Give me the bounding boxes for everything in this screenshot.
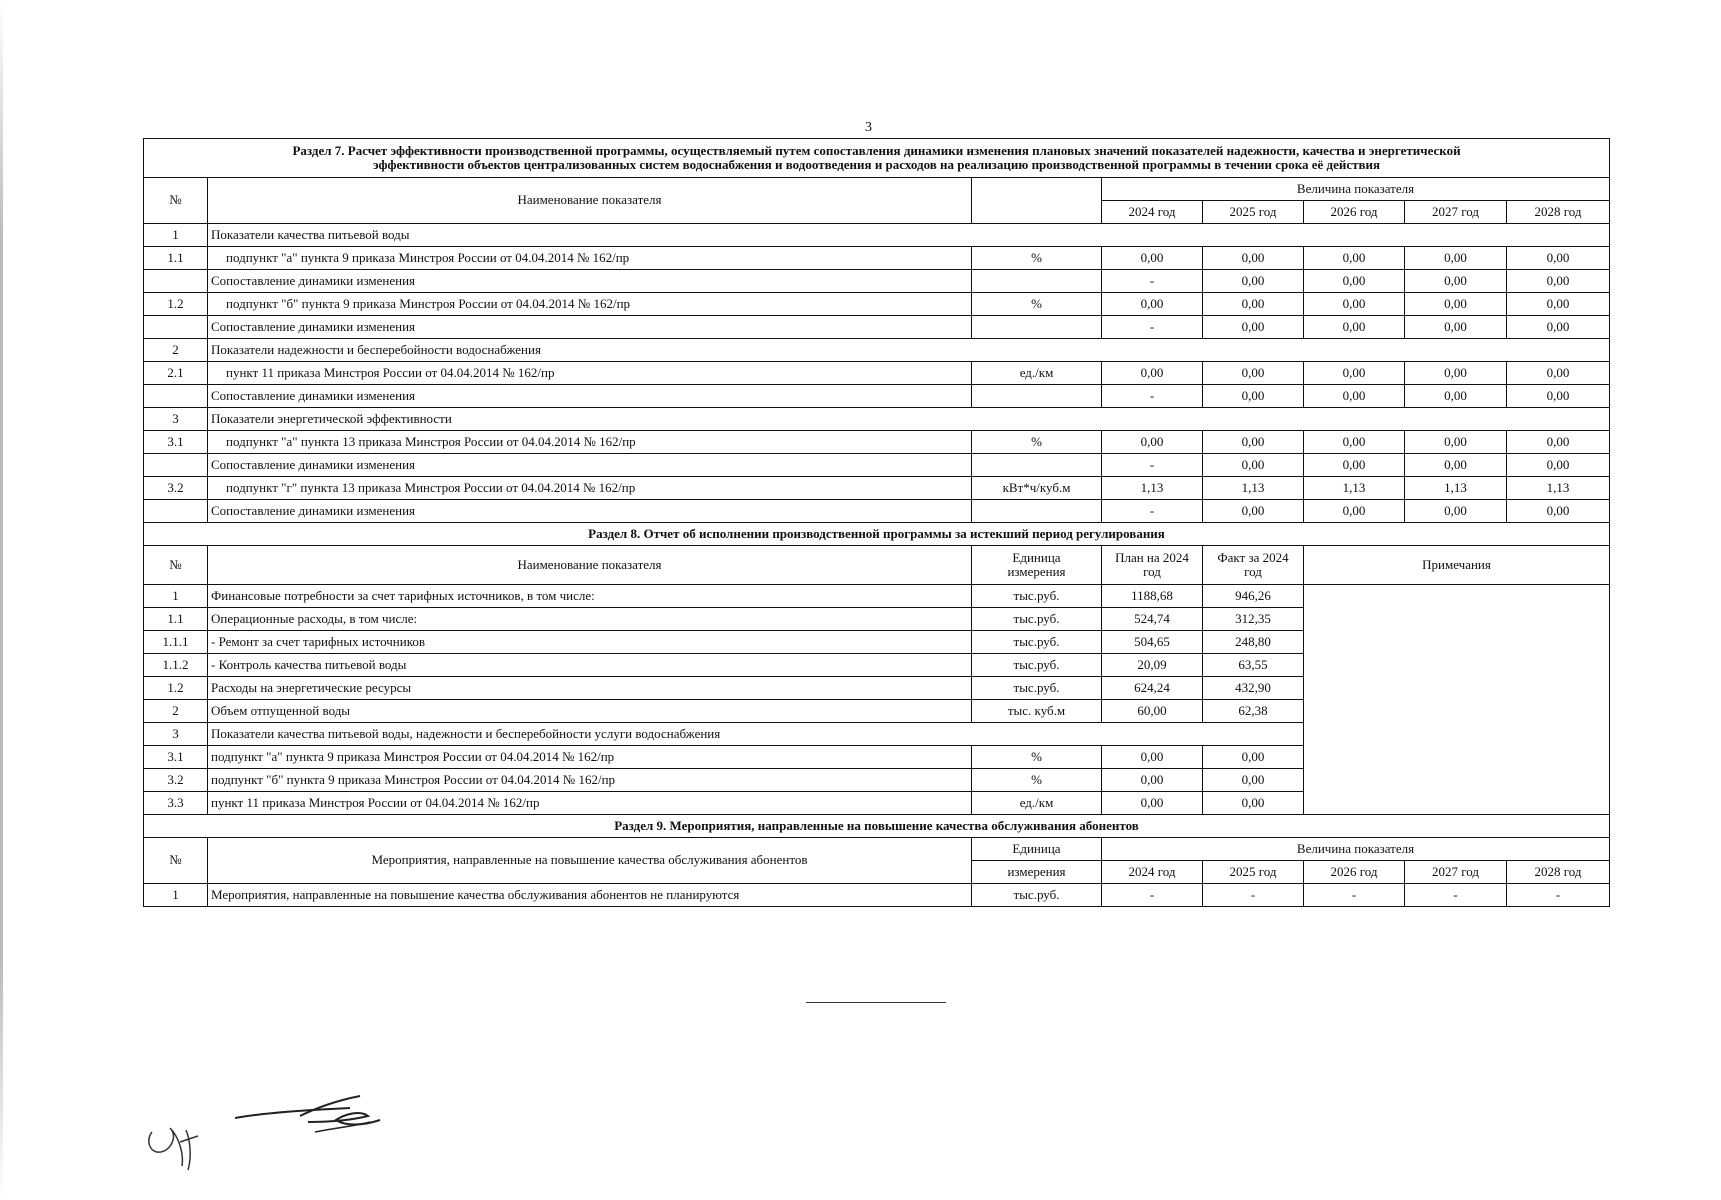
row-name: Финансовые потребности за счет тарифных источников, в том числе: [208,585,972,608]
row-unit: % [972,293,1102,316]
row-name: - Ремонт за счет тарифных источников [208,631,972,654]
row-unit [972,500,1102,523]
row-number: 3.1 [144,746,208,769]
row-value: - [1405,884,1507,907]
header-name: Наименование показателя [208,178,972,224]
row-value: - [1203,884,1304,907]
row-value: 0,00 [1102,293,1203,316]
row-number [144,454,208,477]
row-name: Сопоставление динамики изменения [208,270,972,293]
header-year: 2027 год [1405,861,1507,884]
row-value: 0,00 [1405,247,1507,270]
row-value: 0,00 [1405,385,1507,408]
header-year: 2025 год [1203,201,1304,224]
row-number: 1.2 [144,677,208,700]
header-value-group: Величина показателя [1102,178,1610,201]
row-fact: 248,80 [1203,631,1304,654]
row-unit: ед./км [972,792,1102,815]
header-fact [1203,546,1304,585]
section7-row [144,247,1610,270]
row-value: 0,00 [1507,247,1610,270]
row-fact: 312,35 [1203,608,1304,631]
row-name: пункт 11 приказа Минстроя России от 04.04.2014 № 162/пр [208,792,972,815]
header-year: 2026 год [1304,201,1405,224]
row-plan: 624,24 [1102,677,1203,700]
header-plan-line1: План на 2024 [1115,549,1189,565]
row-value: - [1102,454,1203,477]
row-group-name: Показатели энергетической эффективности [208,408,1610,431]
row-number: 1 [144,884,208,907]
header-year: 2024 год [1102,861,1203,884]
section9-header-row [144,838,1610,861]
row-name: Сопоставление динамики изменения [208,385,972,408]
notes-cell [1304,585,1610,815]
section7-row [144,293,1610,316]
row-unit [972,385,1102,408]
row-value: 0,00 [1405,362,1507,385]
row-name: Сопоставление динамики изменения [208,454,972,477]
row-number: 2 [144,339,208,362]
row-value: 1,13 [1102,477,1203,500]
header-year: 2024 год [1102,201,1203,224]
header-unit-line1: Единица [972,838,1102,861]
section8-title-row [144,523,1610,546]
header-year: 2025 год [1203,861,1304,884]
row-name: Объем отпущенной воды [208,700,972,723]
row-value: 0,00 [1203,362,1304,385]
row-value: 0,00 [1102,362,1203,385]
row-unit: % [972,746,1102,769]
row-number: 2 [144,700,208,723]
section7-row [144,454,1610,477]
section7-row [144,385,1610,408]
row-value: - [1507,884,1610,907]
row-unit [972,316,1102,339]
row-name: Сопоставление динамики изменения [208,500,972,523]
signature-image [140,1070,400,1180]
row-number: 3 [144,723,208,746]
section7-title [144,139,1610,178]
row-unit: тыс.руб. [972,677,1102,700]
row-unit: тыс. куб.м [972,700,1102,723]
row-unit: тыс.руб. [972,884,1102,907]
row-group-name: Показатели надежности и бесперебойности водоснабжения [208,339,1610,362]
header-no: № [144,178,208,224]
section7-header-row [144,178,1610,201]
row-unit: тыс.руб. [972,585,1102,608]
row-unit: тыс.руб. [972,608,1102,631]
header-fact-line2: год [1244,564,1262,579]
row-plan: 0,00 [1102,769,1203,792]
header-unit [972,178,1102,224]
row-fact: 62,38 [1203,700,1304,723]
row-group-name: Показатели качества питьевой воды [208,224,1610,247]
row-value: 0,00 [1102,431,1203,454]
row-number: 1 [144,585,208,608]
separator-line [806,1002,946,1003]
row-number [144,500,208,523]
header-fact-line1: Факт за 2024 [1217,549,1289,565]
section7-row [144,477,1610,500]
header-plan [1102,546,1203,585]
row-name: подпункт "а" пункта 9 приказа Минстроя России от 04.04.2014 № 162/пр [208,746,972,769]
row-group-name: Показатели качества питьевой воды, надежности и бесперебойности услуги водоснабжения [208,723,1304,746]
row-name: Сопоставление динамики изменения [208,316,972,339]
row-plan: 20,09 [1102,654,1203,677]
row-name: подпункт "б" пункта 9 приказа Минстроя России от 04.04.2014 № 162/пр [208,769,972,792]
section7-row [144,500,1610,523]
header-no: № [144,546,208,585]
row-name: - Контроль качества питьевой воды [208,654,972,677]
header-unit [972,546,1102,585]
row-number: 1.1.1 [144,631,208,654]
row-name: Операционные расходы, в том числе: [208,608,972,631]
row-value: 0,00 [1507,270,1610,293]
row-value: 0,00 [1304,454,1405,477]
section7-row [144,431,1610,454]
row-name: Мероприятия, направленные на повышение качества обслуживания абонентов не планируются [208,884,972,907]
row-value: 1,13 [1304,477,1405,500]
row-value: 0,00 [1304,431,1405,454]
row-number: 1.1 [144,608,208,631]
section7-row [144,224,1610,247]
section7-row [144,362,1610,385]
section8-row [144,585,1610,608]
row-plan: 524,74 [1102,608,1203,631]
scan-edge [0,0,3,1200]
row-number: 1.2 [144,293,208,316]
row-value: 0,00 [1203,431,1304,454]
row-unit [972,270,1102,293]
header-year: 2028 год [1507,201,1610,224]
row-unit: % [972,247,1102,270]
row-name: подпункт "б" пункта 9 приказа Минстроя России от 04.04.2014 № 162/пр [208,293,972,316]
document-table [143,138,1610,907]
row-value: 0,00 [1203,454,1304,477]
row-name: подпункт "а" пункта 13 приказа Минстроя России от 04.04.2014 № 162/пр [208,431,972,454]
header-year: 2028 год [1507,861,1610,884]
row-unit: % [972,769,1102,792]
row-value: 0,00 [1304,362,1405,385]
header-year: 2026 год [1304,861,1405,884]
row-value: 0,00 [1102,247,1203,270]
row-value: 1,13 [1405,477,1507,500]
row-number: 1 [144,224,208,247]
row-value: 0,00 [1507,316,1610,339]
row-value: 0,00 [1405,270,1507,293]
row-unit: тыс.руб. [972,654,1102,677]
row-value: 0,00 [1304,385,1405,408]
row-value: - [1102,884,1203,907]
row-number: 3 [144,408,208,431]
row-number: 3.2 [144,477,208,500]
row-fact: 0,00 [1203,746,1304,769]
row-value: 0,00 [1405,293,1507,316]
row-value: 0,00 [1507,293,1610,316]
section7-title-row [144,139,1610,178]
row-number: 3.3 [144,792,208,815]
section9-title-row [144,815,1610,838]
header-name: Наименование показателя [208,546,972,585]
row-name: подпункт "а" пункта 9 приказа Минстроя России от 04.04.2014 № 162/пр [208,247,972,270]
row-number: 3.2 [144,769,208,792]
header-year: 2027 год [1405,201,1507,224]
row-unit: % [972,431,1102,454]
row-value: 0,00 [1203,500,1304,523]
row-plan: 1188,68 [1102,585,1203,608]
row-value: 0,00 [1507,500,1610,523]
row-value: 0,00 [1507,454,1610,477]
header-plan-line2: год [1143,564,1161,579]
row-value: 1,13 [1507,477,1610,500]
row-value: 0,00 [1405,431,1507,454]
row-value: 0,00 [1507,362,1610,385]
row-fact: 0,00 [1203,792,1304,815]
row-value: 0,00 [1203,293,1304,316]
row-value: 0,00 [1507,431,1610,454]
row-fact: 432,90 [1203,677,1304,700]
row-value: - [1304,884,1405,907]
row-value: 1,13 [1203,477,1304,500]
row-value: - [1102,385,1203,408]
row-plan: 0,00 [1102,746,1203,769]
row-number [144,385,208,408]
row-number [144,316,208,339]
row-name: подпункт "г" пункта 13 приказа Минстроя России от 04.04.2014 № 162/пр [208,477,972,500]
header-notes: Примечания [1304,546,1610,585]
row-value: 0,00 [1203,247,1304,270]
row-value: 0,00 [1203,316,1304,339]
row-plan: 60,00 [1102,700,1203,723]
header-unit-line1: Единица [1012,549,1061,565]
section7-row [144,408,1610,431]
row-value: 0,00 [1304,247,1405,270]
row-value: 0,00 [1304,270,1405,293]
row-number [144,270,208,293]
row-value: 0,00 [1405,454,1507,477]
row-plan: 0,00 [1102,792,1203,815]
row-unit: тыс.руб. [972,631,1102,654]
row-name: Расходы на энергетические ресурсы [208,677,972,700]
row-name: пункт 11 приказа Минстроя России от 04.04.2014 № 162/пр [208,362,972,385]
row-number: 3.1 [144,431,208,454]
row-plan: 504,65 [1102,631,1203,654]
section9-row [144,884,1610,907]
row-number: 1.1.2 [144,654,208,677]
row-unit: ед./км [972,362,1102,385]
section8-header-row [144,546,1610,585]
section7-row [144,270,1610,293]
row-value: - [1102,270,1203,293]
row-value: 0,00 [1203,270,1304,293]
row-unit [972,454,1102,477]
row-value: 0,00 [1304,500,1405,523]
header-name: Мероприятия, направленные на повышение качества обслуживания абонентов [208,838,972,884]
page-number: 3 [865,120,872,135]
header-no: № [144,838,208,884]
header-unit-line2: измерения [972,861,1102,884]
row-fact: 946,26 [1203,585,1304,608]
row-number: 2.1 [144,362,208,385]
row-value: - [1102,500,1203,523]
header-value-group: Величина показателя [1102,838,1610,861]
row-value: 0,00 [1304,293,1405,316]
section7-title-line2: эффективности объектов централизованных систем водоснабжения и водоотведения и расходов на реализацию производственной программы в течении срока её действия [372,157,1381,172]
row-value: - [1102,316,1203,339]
row-number: 1.1 [144,247,208,270]
row-fact: 0,00 [1203,769,1304,792]
row-value: 0,00 [1203,385,1304,408]
row-value: 0,00 [1507,385,1610,408]
row-value: 0,00 [1304,316,1405,339]
header-unit-line2: измерения [1007,564,1066,579]
section9-title: Раздел 9. Мероприятия, направленные на повышение качества обслуживания абонентов [144,815,1610,838]
row-value: 0,00 [1405,316,1507,339]
section7-row [144,316,1610,339]
row-unit: кВт*ч/куб.м [972,477,1102,500]
section7-row [144,339,1610,362]
row-value: 0,00 [1405,500,1507,523]
section7-title-line1: Раздел 7. Расчет эффективности производственной программы, осуществляемый путем сопоставления динамики изменения плановых значений показателей надежности, качества и энергетической [292,142,1461,158]
row-fact: 63,55 [1203,654,1304,677]
section8-title: Раздел 8. Отчет об исполнении производственной программы за истекший период регулирования [144,523,1610,546]
